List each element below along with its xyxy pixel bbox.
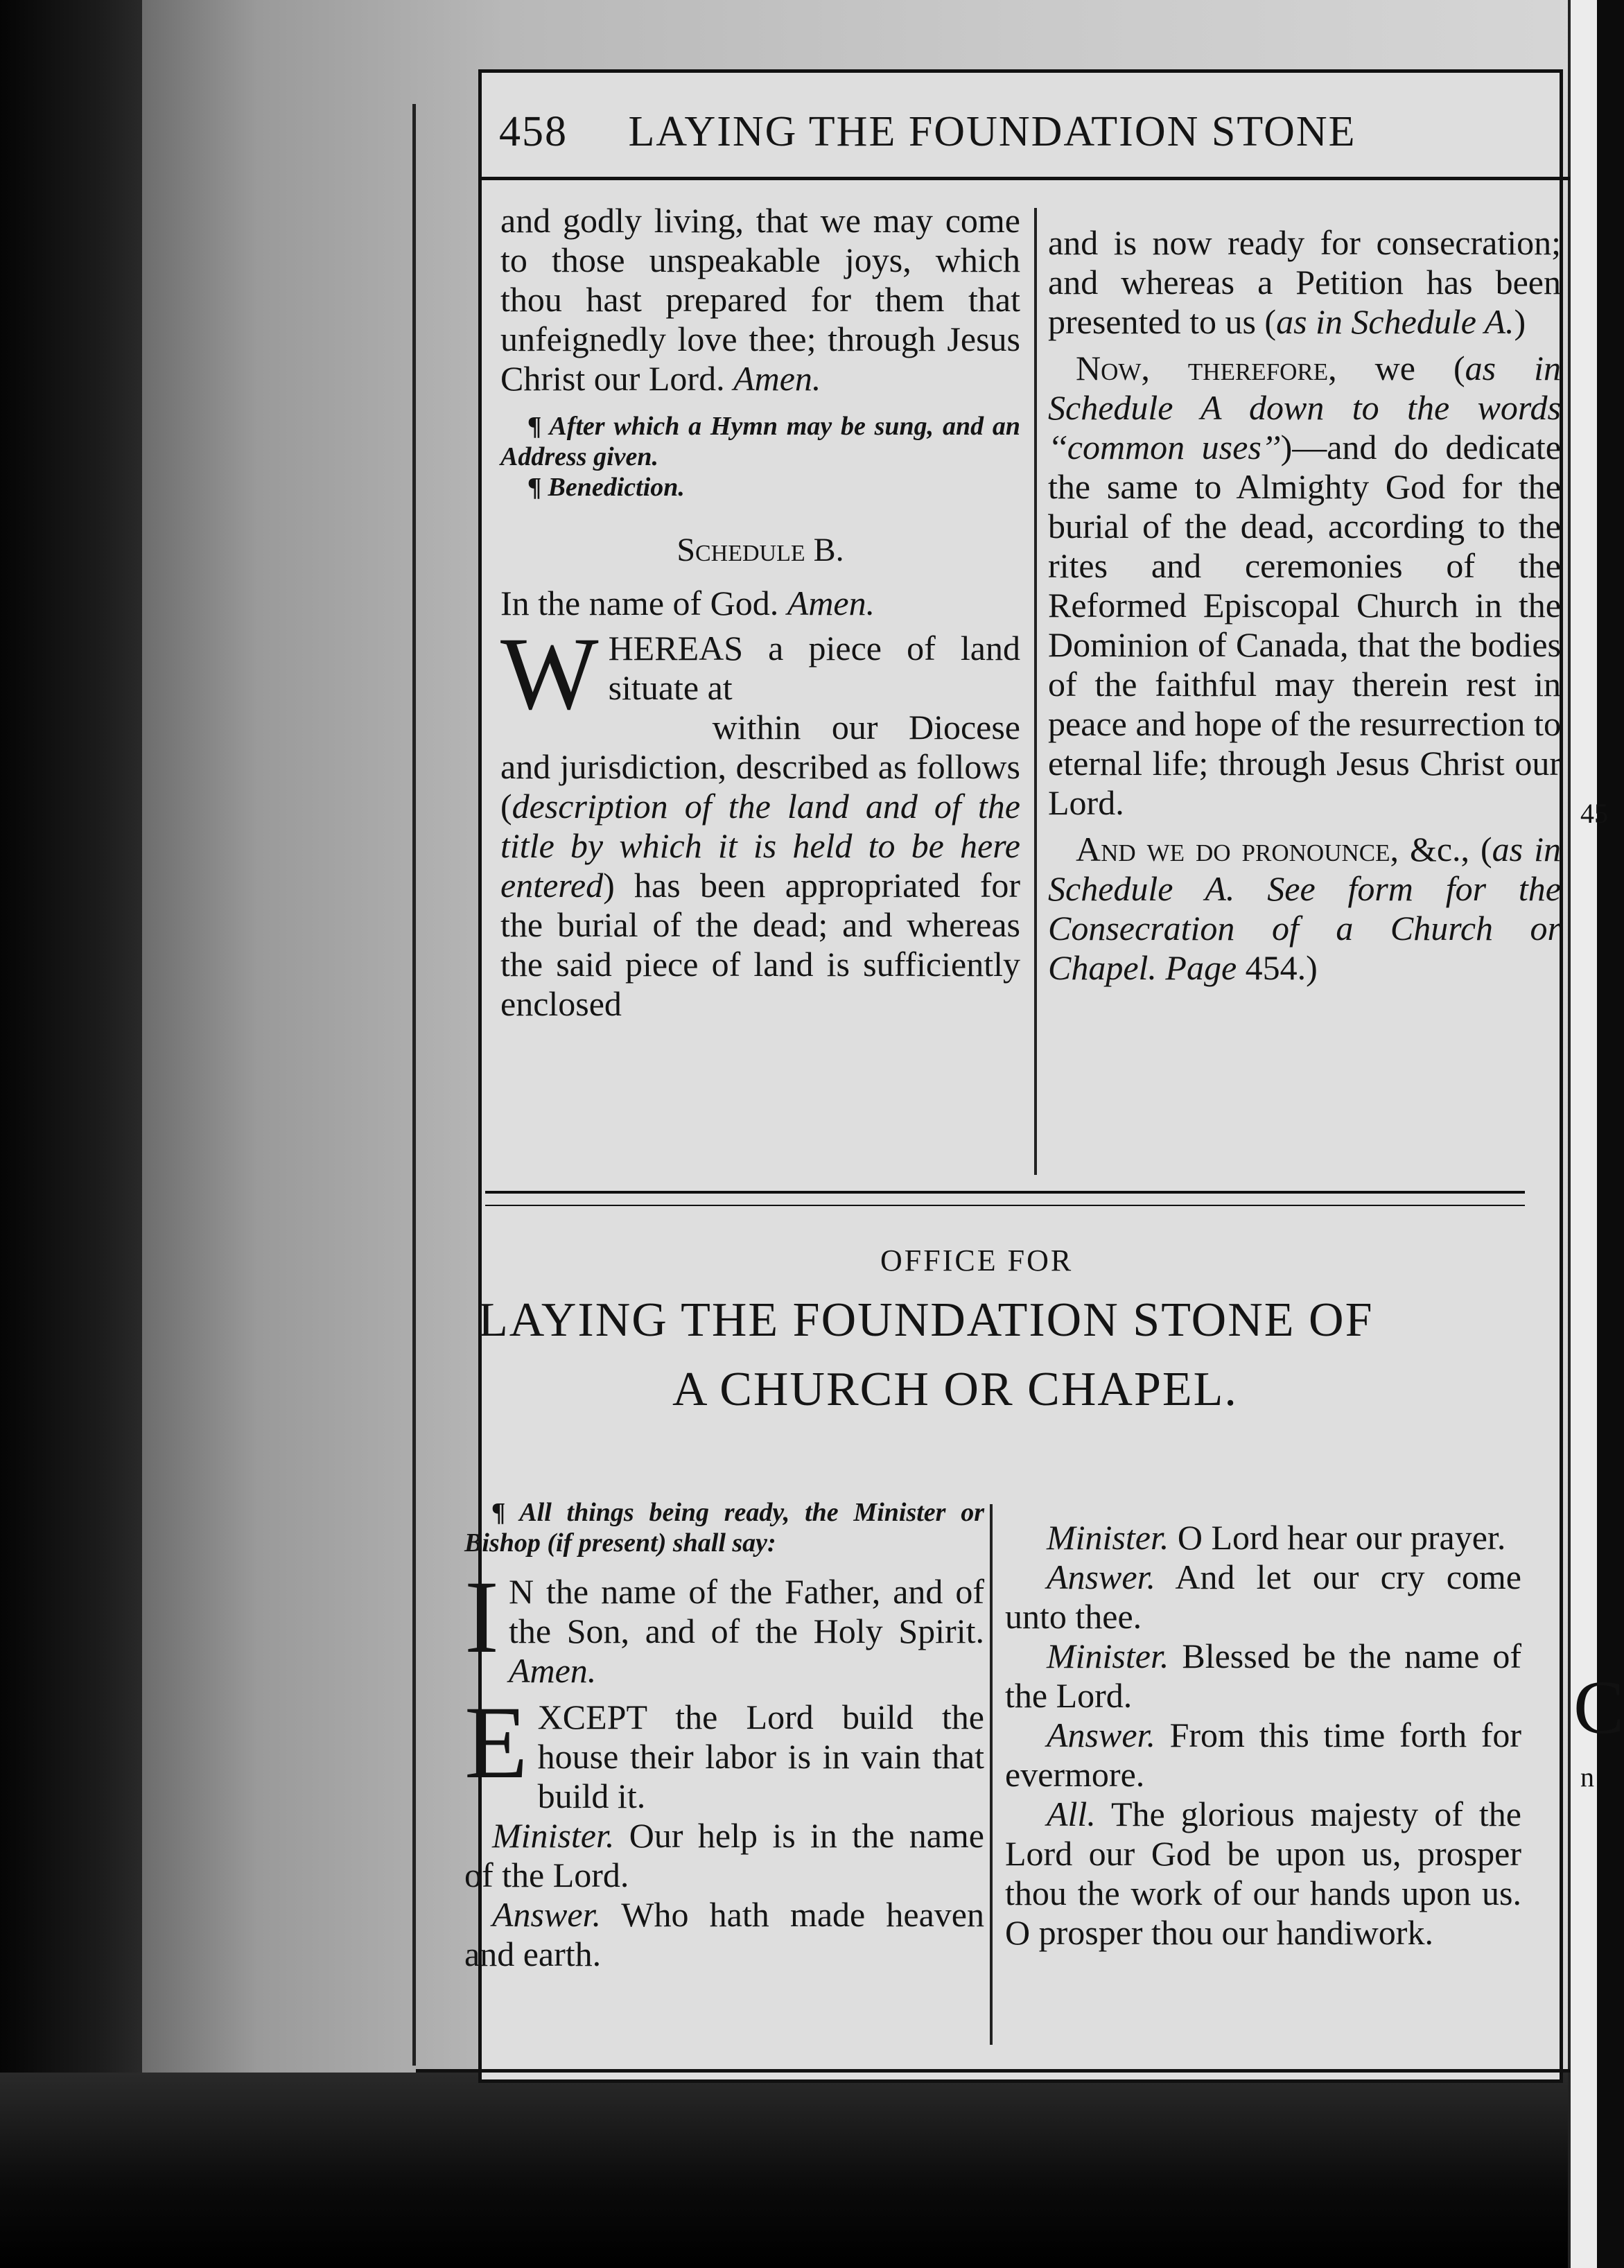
next-page-edge <box>1568 0 1624 2268</box>
consecration-continuation: and is now ready for consecration; and whereas a Petition has been presented to us (as in Schedule A.) <box>1048 223 1561 341</box>
office-right-column <box>1005 1518 1521 1953</box>
column-divider-top <box>1034 208 1037 1175</box>
whereas-paragraph: W HEREAS a piece of land situate at within our Diocese and jurisdiction, described as follows (description of the land and of the title by which it is held to be here entered) has been appropriated for the burial of the dead; and whereas the said piece of land is sufficiently enclosed <box>500 616 1020 1023</box>
office-left-column <box>464 1497 984 1974</box>
invocation: In the name of God. Amen. <box>500 584 875 622</box>
rubric-hymn: ¶ After which a Hymn may be sung, and an Address given. <box>500 412 1020 471</box>
column-divider-bottom <box>990 1504 993 2045</box>
versicle-1: Minister. O Lord hear our prayer. <box>1047 1518 1506 1557</box>
dropcap-i: I <box>464 1560 499 1675</box>
edge-fragment-45: 45 <box>1580 798 1608 829</box>
running-header <box>499 107 1469 157</box>
page-number: 458 <box>499 108 568 155</box>
background-left <box>0 0 146 2268</box>
now-therefore-paragraph: Now, therefore, we (as in Schedule A down to the words ‘‘common uses’’)—and do dedicate the same to Almighty God for the burial of the dead, according to the rites and ceremonies of the Reformed Episcopal Church in the Dominion of Canada, that the bodies of the faithful may therein rest in peace and hope of the resurrection to eternal life; through Jesus Christ our Lord. <box>1048 349 1561 822</box>
rubric-all-ready: ¶ All things being ready, the Minister or Bishop (if present) shall say: <box>464 1498 984 1558</box>
header-rule <box>478 177 1570 180</box>
except-paragraph: E XCEPT the Lord build the house their labor is in vain that build it. <box>464 1685 984 1815</box>
pronounce-paragraph: And we do pronounce, &c., (as in Schedule A. See form for the Consecration of a Church or Chapel. Page 454.) <box>1048 830 1561 987</box>
dropcap-w: W <box>500 616 599 731</box>
section-rule-2 <box>485 1205 1525 1206</box>
footer-rule <box>416 2069 1570 2073</box>
schedule-b-heading: Schedule B. <box>676 532 844 568</box>
versicle-5: All. The glorious majesty of the Lord our God be upon us, prosper thou the work of our hands upon us. O prosper thou our handiwork. <box>1005 1795 1521 1952</box>
versicle-4: Answer. From this time forth for evermore. <box>1005 1716 1521 1794</box>
frame-shadow-line <box>412 104 416 2066</box>
schedule-b-right-column <box>1048 223 1561 988</box>
section-rule-1 <box>485 1191 1525 1194</box>
versicle-3: Minister. Blessed be the name of the Lord. <box>1005 1637 1521 1715</box>
dropcap-e: E <box>464 1685 528 1800</box>
edge-fragment-c: C <box>1573 1665 1624 1750</box>
running-title: LAYING THE FOUNDATION STONE <box>628 108 1356 155</box>
background-bottom <box>0 2073 1594 2268</box>
versicle-answer: Answer. Who hath made heaven and earth. <box>464 1895 984 1973</box>
rubric-benediction: ¶ Benediction. <box>528 473 685 502</box>
office-title-line-1: LAYING THE FOUNDATION STONE OF <box>478 1293 1374 1347</box>
office-for-label: OFFICE FOR <box>880 1244 1074 1277</box>
edge-fragment-n: n <box>1580 1761 1594 1792</box>
office-title-line-2: A CHURCH OR CHAPEL. <box>672 1363 1238 1416</box>
schedule-b-left-column <box>500 201 1020 1024</box>
versicle-2: Answer. And let our cry come unto thee. <box>1005 1558 1521 1636</box>
prayer-ending: and godly living, that we may come to those unspeakable joys, which thou hast prepared for them that unfeignedly love thee; through Jesus Christ our Lord. Amen. <box>500 201 1020 398</box>
in-the-name-paragraph: I N the name of the Father, and of the Son, and of the Holy Spirit. Amen. <box>464 1560 984 1690</box>
versicle-minister: Minister. Our help is in the name of the Lord. <box>464 1816 984 1894</box>
